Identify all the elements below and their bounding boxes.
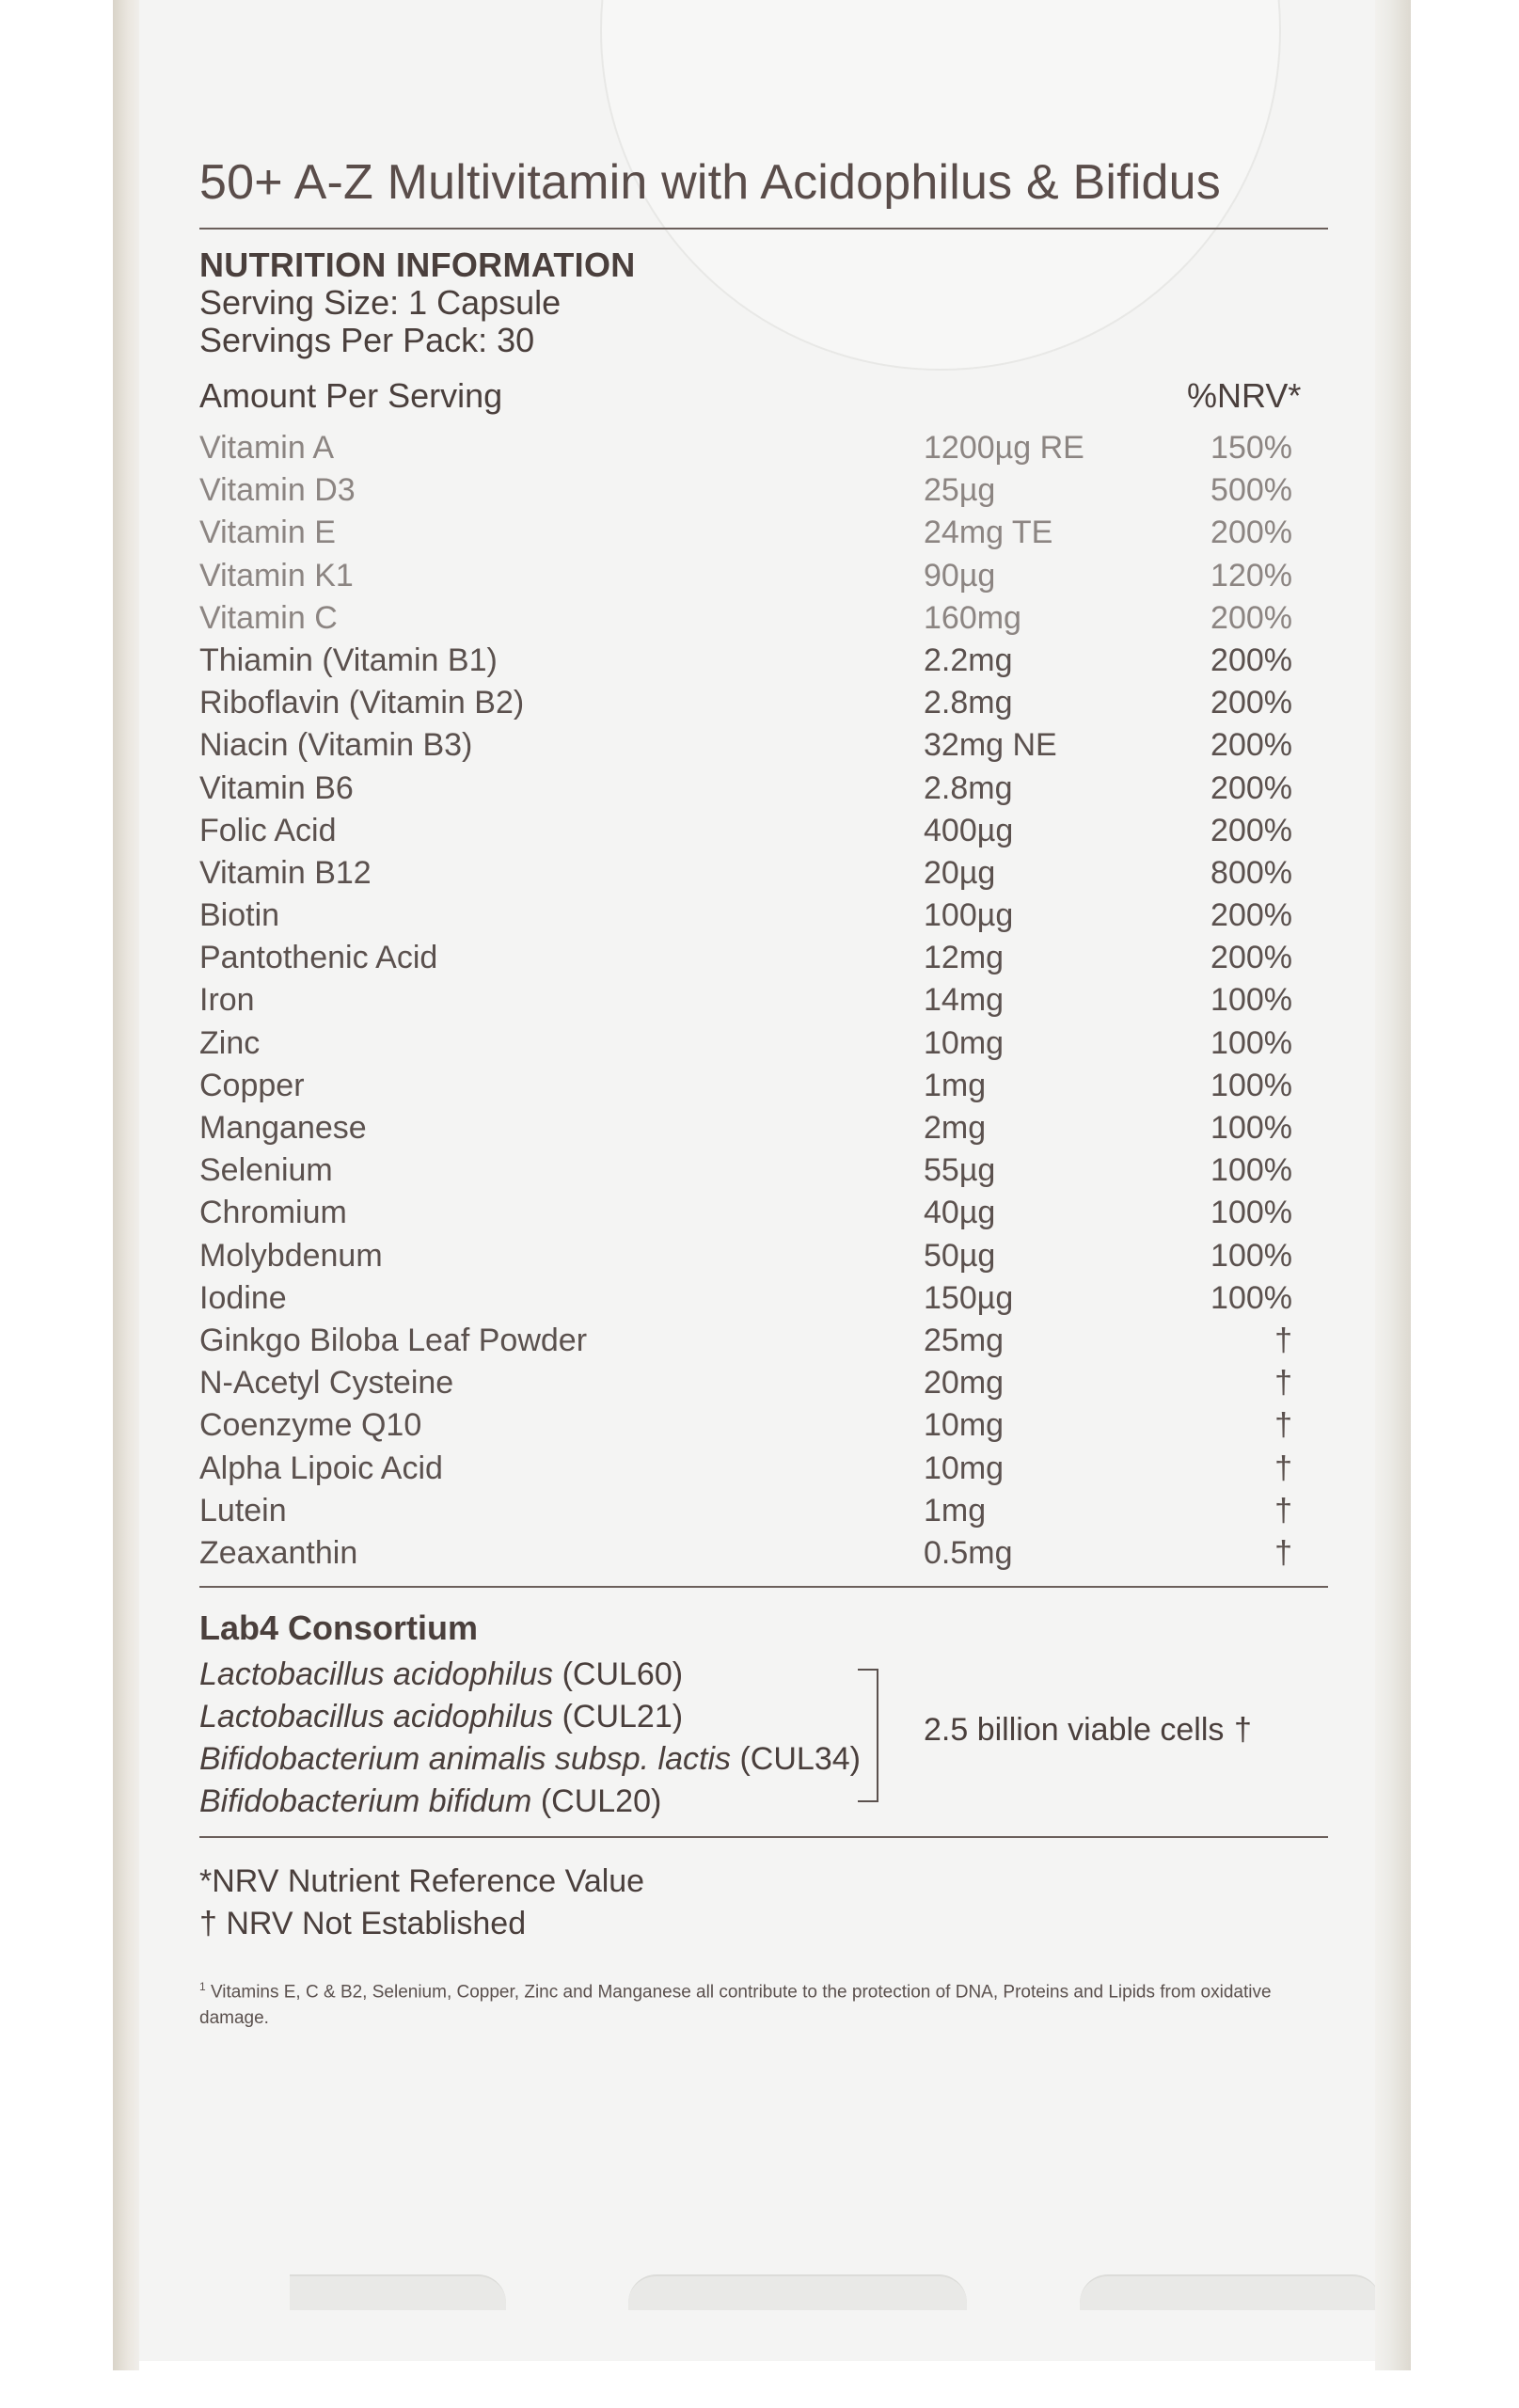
nutrient-nrv: 120% (1210, 557, 1292, 594)
nutrient-amount: 1mg (924, 1067, 987, 1103)
nutrient-nrv: † (1274, 1407, 1292, 1444)
nutrient-amount: 14mg (924, 982, 1005, 1019)
nutrient-name: Vitamin C (199, 599, 338, 636)
divider (199, 228, 1328, 230)
viable-cells-dagger: † (1234, 1712, 1252, 1748)
nutrient-amount: 32mg NE (924, 727, 1057, 764)
table-row (199, 1448, 1328, 1490)
nutrient-nrv: † (1274, 1322, 1292, 1358)
strain-species: Bifidobacterium animalis subsp. lactis (199, 1741, 732, 1777)
table-row (199, 1149, 1328, 1192)
table-row (199, 1404, 1328, 1447)
table-row (199, 469, 1328, 512)
table-row (199, 810, 1328, 852)
table-row (199, 979, 1328, 1022)
table-row (199, 937, 1328, 979)
nutrient-name: Alpha Lipoic Acid (199, 1450, 443, 1486)
nutrition-heading-block (199, 246, 636, 359)
footnote-text: Vitamins E, C & B2, Selenium, Copper, Zinc and Manganese all contribute to the protection of DNA, Proteins and Lipids from oxidative damage. (199, 1982, 1272, 2029)
nutrient-nrv: 100% (1210, 982, 1292, 1019)
nutrient-amount: 25µg (924, 472, 996, 509)
nutrient-nrv: 200% (1210, 727, 1292, 764)
nutrient-nrv: 200% (1210, 599, 1292, 636)
nutrient-nrv: 200% (1210, 897, 1292, 934)
nutrient-name: Vitamin E (199, 515, 336, 551)
nutrient-name: Pantothenic Acid (199, 940, 438, 976)
nutrient-nrv: 200% (1210, 642, 1292, 678)
nutrient-name: Vitamin B12 (199, 854, 372, 891)
strain-item (199, 1696, 861, 1738)
nutrient-amount: 55µg (924, 1152, 996, 1189)
nutrient-amount: 10mg (924, 1024, 1005, 1061)
nutrient-nrv: 200% (1210, 515, 1292, 551)
box-tab (290, 2274, 506, 2310)
strain-item (199, 1738, 861, 1781)
lab4-heading: Lab4 Consortium (199, 1608, 479, 1647)
strain-code: (CUL20) (531, 1783, 662, 1819)
nutrient-nrv: 800% (1210, 854, 1292, 891)
nutrient-name: Vitamin K1 (199, 557, 354, 594)
table-row (199, 555, 1328, 597)
footnote (199, 1973, 1309, 2032)
box-tab (1080, 2274, 1375, 2310)
table-row (199, 640, 1328, 682)
nutrient-name: Thiamin (Vitamin B1) (199, 642, 498, 678)
nutrient-nrv: 100% (1210, 1024, 1292, 1061)
strain-species: Lactobacillus acidophilus (199, 1699, 554, 1735)
nutrient-nrv: † (1274, 1534, 1292, 1571)
nutrient-nrv: 100% (1210, 1110, 1292, 1146)
viable-cells: 2.5 billion viable cells (924, 1712, 1225, 1748)
notes (199, 1861, 644, 1945)
nutrient-name: Coenzyme Q10 (199, 1407, 422, 1444)
nutrient-amount: 2.2mg (924, 642, 1013, 678)
nrv-note: *NRV Nutrient Reference Value (199, 1863, 645, 1899)
strain-species: Bifidobacterium bifidum (199, 1783, 532, 1819)
nutrient-amount: 400µg (924, 812, 1014, 848)
nutrient-name: Iron (199, 982, 255, 1019)
nutrient-name: Folic Acid (199, 812, 337, 848)
nutrient-amount: 1200µg RE (924, 430, 1084, 466)
table-row (199, 724, 1328, 767)
nutrient-amount: 2mg (924, 1110, 987, 1146)
table-row (199, 1320, 1328, 1362)
nutrient-amount: 160mg (924, 599, 1021, 636)
nutrient-name: Vitamin A (199, 430, 335, 466)
servings-per-pack: Servings Per Pack: 30 (199, 321, 535, 359)
table-row (199, 895, 1328, 937)
nutrient-amount: 20µg (924, 854, 996, 891)
nutrient-name: Biotin (199, 897, 280, 934)
table-row (199, 1065, 1328, 1107)
nutrient-name: Molybdenum (199, 1237, 383, 1274)
table-row (199, 1107, 1328, 1149)
nrv-header: %NRV* (1187, 376, 1302, 415)
table-row (199, 1022, 1328, 1065)
nutrient-name: Lutein (199, 1492, 287, 1529)
table-row (199, 1362, 1328, 1404)
nutrient-nrv: 500% (1210, 472, 1292, 509)
table-row (199, 427, 1328, 469)
nutrient-nrv: 100% (1210, 1067, 1292, 1103)
nutrient-nrv: † (1274, 1450, 1292, 1486)
table-row (199, 852, 1328, 895)
nutrient-name: Zeaxanthin (199, 1534, 358, 1571)
nutrient-nrv: 100% (1210, 1195, 1292, 1231)
nutrient-nrv: † (1274, 1365, 1292, 1402)
box-edge-right (1375, 0, 1411, 2370)
nutrient-name: Iodine (199, 1279, 287, 1316)
strain-item (199, 1654, 861, 1696)
nutrient-nrv: † (1274, 1492, 1292, 1529)
nutrient-nrv: 150% (1210, 430, 1292, 466)
nutrient-nrv: 100% (1210, 1152, 1292, 1189)
nutrient-amount: 40µg (924, 1195, 996, 1231)
strain-list (199, 1654, 861, 1823)
nutrient-amount: 100µg (924, 897, 1014, 934)
nutrient-nrv: 200% (1210, 812, 1292, 848)
nutrient-name: Selenium (199, 1152, 333, 1189)
serving-size: Serving Size: 1 Capsule (199, 283, 562, 322)
nutrition-heading: NUTRITION INFORMATION (199, 246, 636, 284)
amount-header: Amount Per Serving (199, 376, 503, 415)
nutrient-name: Niacin (Vitamin B3) (199, 727, 473, 764)
box-edge-left (113, 0, 139, 2370)
divider (199, 1586, 1328, 1588)
nutrient-amount: 10mg (924, 1407, 1005, 1444)
table-row (199, 1277, 1328, 1320)
strain-code: (CUL21) (553, 1699, 684, 1735)
nutrient-name: Copper (199, 1067, 305, 1103)
nutrient-name: Riboflavin (Vitamin B2) (199, 685, 525, 721)
strain-species: Lactobacillus acidophilus (199, 1656, 554, 1692)
table-row (199, 1532, 1328, 1575)
strain-item (199, 1781, 861, 1823)
footnote-marker: 1 (199, 1980, 206, 1993)
table-row (199, 768, 1328, 810)
nutrient-name: Vitamin B6 (199, 769, 354, 806)
nutrient-amount: 2.8mg (924, 685, 1013, 721)
table-row (199, 597, 1328, 640)
strain-code: (CUL60) (553, 1656, 684, 1692)
dagger-note: † NRV Not Established (199, 1906, 527, 1941)
nutrient-amount: 50µg (924, 1237, 996, 1274)
nutrient-amount: 25mg (924, 1322, 1005, 1358)
nutrient-name: Manganese (199, 1110, 367, 1146)
nutrient-amount: 20mg (924, 1365, 1005, 1402)
nutrient-amount: 12mg (924, 940, 1005, 976)
nutrient-name: Zinc (199, 1024, 261, 1061)
table-row (199, 682, 1328, 724)
nutrient-amount: 90µg (924, 557, 996, 594)
table-row (199, 512, 1328, 554)
nutrient-nrv: 200% (1210, 685, 1292, 721)
box-tab (628, 2274, 967, 2310)
product-title: 50+ A-Z Multivitamin with Acidophilus & Bifidus (199, 155, 1221, 210)
table-row (199, 1235, 1328, 1277)
nutrient-nrv: 100% (1210, 1237, 1292, 1274)
table-row (199, 1192, 1328, 1234)
nutrient-name: N-Acetyl Cysteine (199, 1365, 454, 1402)
nutrient-amount: 1mg (924, 1492, 987, 1529)
nutrient-amount: 2.8mg (924, 769, 1013, 806)
table-row (199, 1490, 1328, 1532)
nutrient-name: Vitamin D3 (199, 472, 356, 509)
nutrient-nrv: 200% (1210, 940, 1292, 976)
divider (199, 1836, 1328, 1838)
strain-bracket (858, 1669, 878, 1802)
nutrition-table (199, 427, 1328, 1575)
nutrient-amount: 0.5mg (924, 1534, 1013, 1571)
strain-code: (CUL34) (731, 1741, 861, 1777)
nutrient-name: Chromium (199, 1195, 347, 1231)
nutrient-amount: 10mg (924, 1450, 1005, 1486)
nutrient-name: Ginkgo Biloba Leaf Powder (199, 1322, 588, 1358)
nutrient-nrv: 100% (1210, 1279, 1292, 1316)
nutrient-amount: 24mg TE (924, 515, 1053, 551)
nutrient-amount: 150µg (924, 1279, 1014, 1316)
nutrient-nrv: 200% (1210, 769, 1292, 806)
